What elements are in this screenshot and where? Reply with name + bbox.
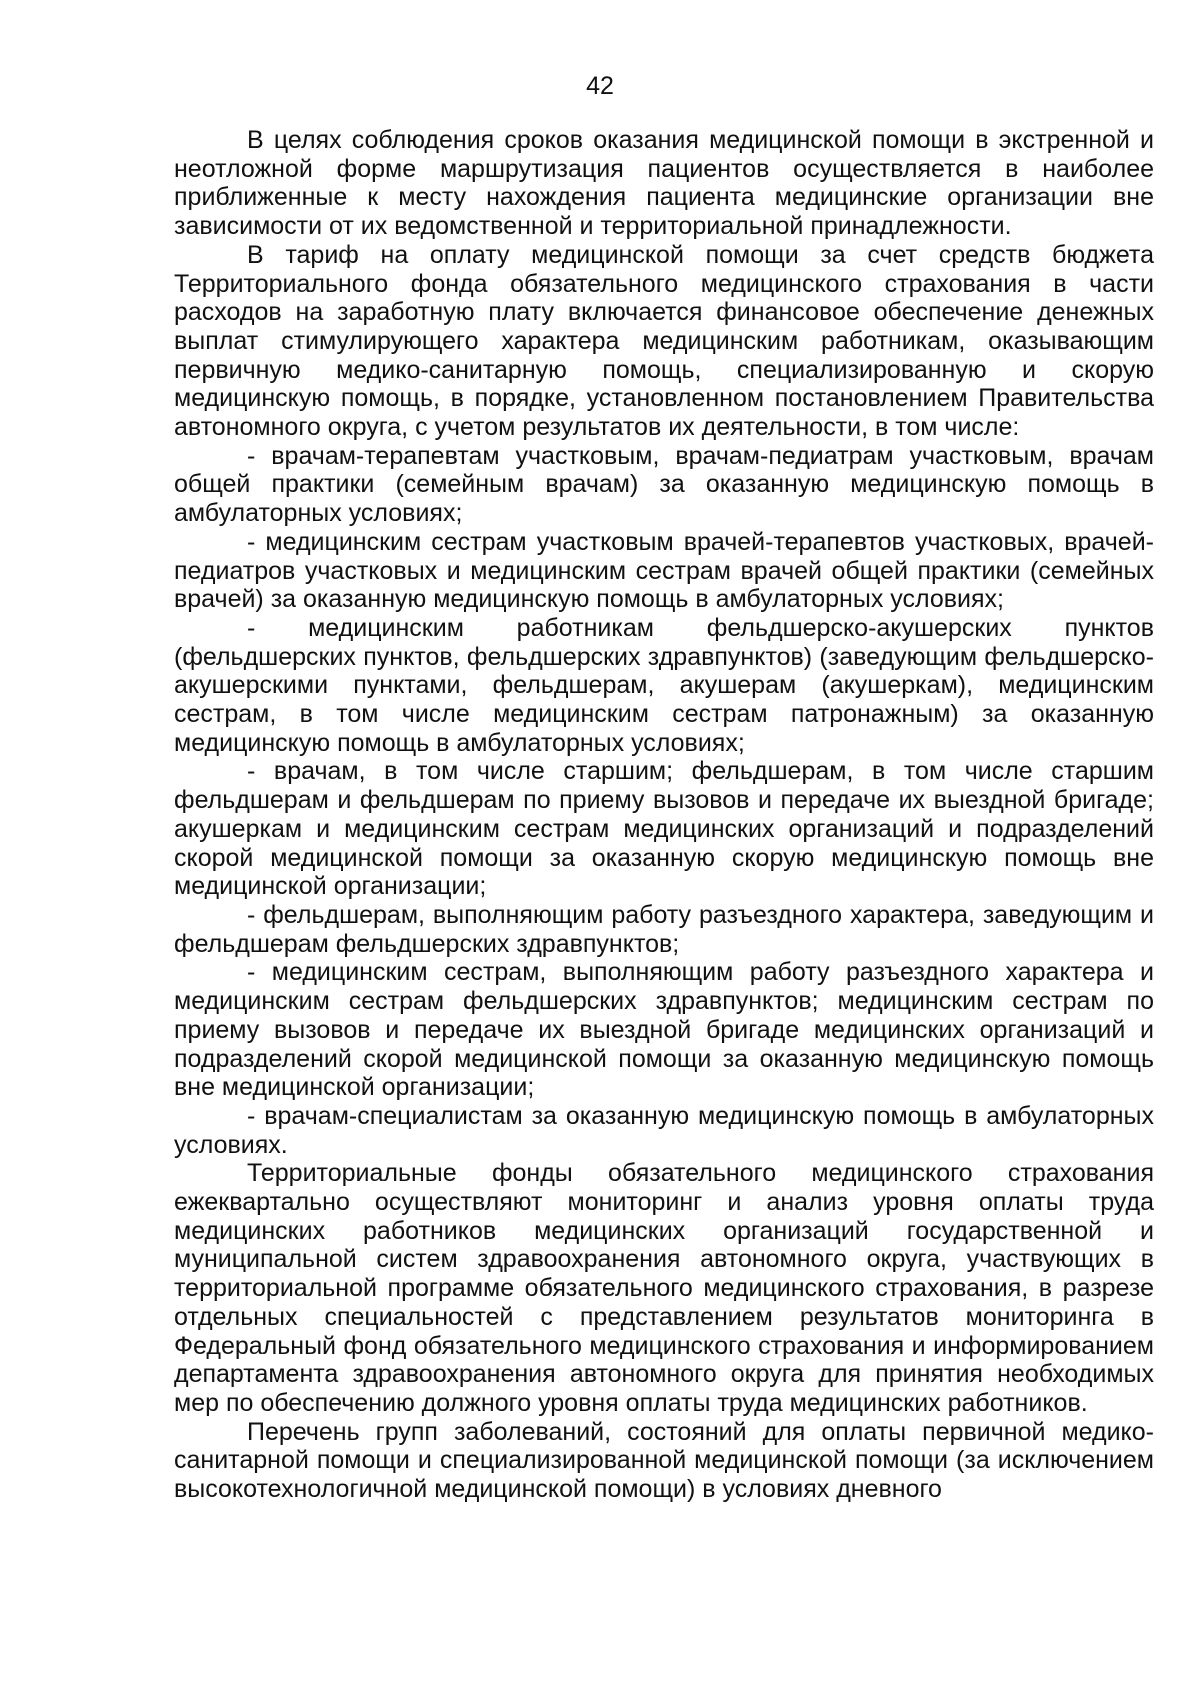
list-item-district-physicians: - врачам-терапевтам участковым, врачам-педиатрам участковым, врачам общей практики (семейным врачам) за оказанную медицинскую помощь в амбулаторных условиях; <box>174 441 1154 528</box>
list-item-travelling-feldshers: - фельдшерам, выполняющим работу разъездного характера, заведующим и фельдшерам фельдшерских здравпунктов; <box>174 900 1154 958</box>
list-item-specialists: - врачам-специалистам за оказанную медицинскую помощь в амбулаторных условиях. <box>174 1101 1154 1159</box>
page-number: 42 <box>586 72 614 100</box>
list-item-feldsher-obstetric-staff: - медицинским работникам фельдшерско-акушерских пунктов (фельдшерских пунктов, фельдшерских здравпунктов) (заведующим фельдшерско-акушерскими пунктами, фельдшерам, акушерам (акушеркам), медицинским сестрам, в том числе медицинским сестрам патронажным) за оказанную медицинскую помощь в амбулаторных условиях; <box>174 613 1154 757</box>
paragraph-tariff: В тариф на оплату медицинской помощи за счет средств бюджета Территориального фонда обязательного медицинского страхования в части расходов на заработную плату включается финансовое обеспечение денежных выплат стимулирующего характера медицинским работникам, оказывающим первичную медико-санитарную помощь, специализированную и скорую медицинскую помощь, в порядке, установленном постановлением Правительства автономного округа, с учетом результатов их деятельности, в том числе: <box>174 240 1154 442</box>
paragraph-monitoring: Территориальные фонды обязательного медицинского страхования ежеквартально осуществляют мониторинг и анализ уровня оплаты труда медицинских работников медицинских организаций государственной и муниципальной систем здравоохранения автономного округа, участвующих в территориальной программе обязательного медицинского страхования, в разрезе отдельных специальностей с представлением результатов мониторинга в Федеральный фонд обязательного медицинского страхования и информированием департамента здравоохранения автономного округа для принятия необходимых мер по обеспечению должного уровня оплаты труда медицинских работников. <box>174 1159 1154 1417</box>
list-item-emergency-staff: - врачам, в том числе старшим; фельдшерам, в том числе старшим фельдшерам и фельдшерам по приему вызовов и передаче их выездной бригаде; акушеркам и медицинским сестрам медицинских организаций и подразделений скорой медицинской помощи за оказанную скорую медицинскую помощь вне медицинской организации; <box>174 757 1154 901</box>
paragraph-disease-groups: Перечень групп заболеваний, состояний для оплаты первичной медико-санитарной помощи и специализированной медицинской помощи (за исключением высокотехнологичной медицинской помощи) в условиях дневного <box>174 1417 1154 1504</box>
paragraph-routing: В целях соблюдения сроков оказания медицинской помощи в экстренной и неотложной форме маршрутизация пациентов осуществляется в наиболее приближенные к месту нахождения пациента медицинские организации вне зависимости от их ведомственной и территориальной принадлежности. <box>174 126 1154 241</box>
list-item-travelling-nurses: - медицинским сестрам, выполняющим работу разъездного характера и медицинским сестрам фельдшерских здравпунктов; медицинским сестрам по приему вызовов и передаче их выездной бригаде медицинских организаций и подразделений скорой медицинской помощи за оказанную медицинскую помощь вне медицинской организации; <box>174 958 1154 1102</box>
list-item-district-nurses: - медицинским сестрам участковым врачей-терапевтов участковых, врачей-педиатров участковых и медицинским сестрам врачей общей практики (семейных врачей) за оказанную медицинскую помощь в амбулаторных условиях; <box>174 527 1154 614</box>
body-text <box>174 126 1154 1504</box>
